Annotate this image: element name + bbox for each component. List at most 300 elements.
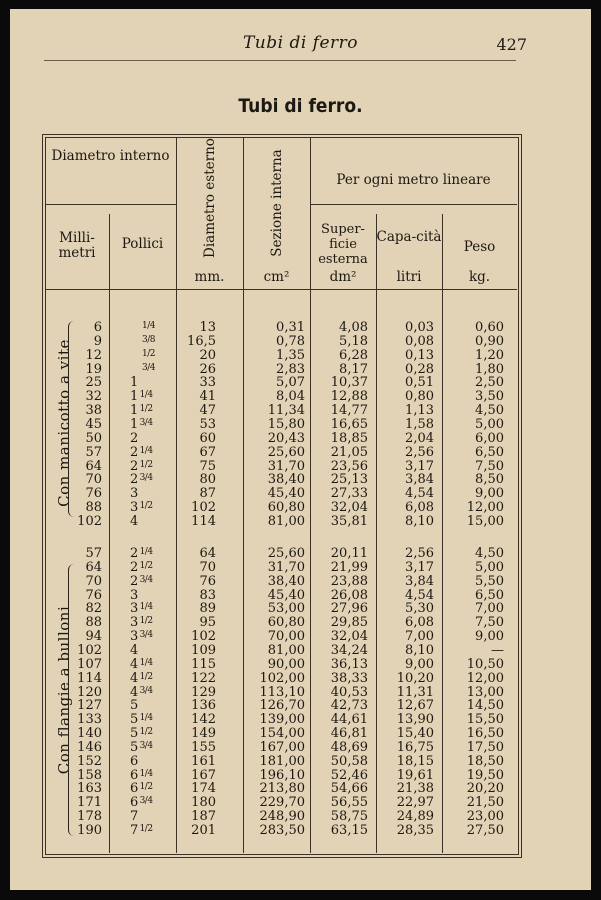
cell-millimetri: 152	[77, 753, 102, 769]
cell-peso: 12,00	[466, 500, 504, 516]
cell-millimetri: 57	[85, 546, 102, 561]
cell-capacita: 12,67	[396, 698, 434, 714]
cell-superficie: 50,58	[330, 753, 368, 769]
cell-capacita: 3,84	[405, 573, 434, 589]
cell-sezione-interna: 45,40	[267, 486, 305, 502]
inch-whole: 4	[130, 513, 139, 529]
cell-peso: 8,50	[475, 472, 504, 488]
cell-peso: 9,00	[475, 486, 504, 502]
inch-fraction: 1/2	[138, 782, 153, 793]
cell-sezione-interna: 38,40	[267, 573, 305, 589]
cell-millimetri: 107	[77, 656, 102, 672]
cell-sezione-interna: 31,70	[267, 458, 305, 474]
cell-sezione-interna: 11,34	[267, 403, 305, 419]
cell-diam-esterno: 95	[199, 615, 216, 631]
header-sezione-interna: Sezione interna	[269, 149, 285, 257]
cell-millimetri: 64	[85, 458, 102, 474]
cell-capacita: 15,40	[396, 726, 434, 742]
inch-whole: 3	[130, 629, 139, 645]
inch-fraction: 1/2	[138, 459, 153, 470]
cell-superficie: 42,73	[330, 698, 368, 714]
header-rule	[310, 204, 517, 205]
inch-whole: 1	[130, 416, 139, 432]
cell-superficie: 27,33	[330, 486, 368, 502]
cell-diam-esterno: 114	[191, 513, 216, 529]
cell-peso: 17,50	[466, 739, 504, 755]
inch-fraction: 3/8	[142, 334, 155, 345]
cell-peso: 2,50	[475, 375, 504, 391]
cell-superficie: 10,37	[330, 375, 368, 391]
inch-fraction: 1/2	[138, 616, 153, 627]
cell-capacita: 0,80	[405, 389, 434, 405]
inch-fraction: 1/2	[138, 824, 153, 834]
cell-capacita: 8,10	[405, 513, 434, 529]
inch-fraction: 1/2	[138, 560, 153, 571]
book-page	[10, 9, 591, 890]
cell-millimetri: 6	[93, 320, 102, 335]
cell-diam-esterno: 41	[199, 389, 216, 405]
cell-capacita: 6,08	[405, 615, 434, 631]
cell-diam-esterno: 136	[191, 698, 216, 714]
inch-whole: 2	[130, 458, 139, 474]
cell-superficie: 5,18	[339, 333, 368, 349]
cell-diam-esterno: 115	[191, 656, 216, 672]
header-diametro-esterno: Diametro esterno	[202, 138, 218, 258]
cell-diam-esterno: 67	[199, 444, 216, 460]
cell-capacita: 3,84	[405, 472, 434, 488]
cell-capacita: 0,28	[405, 361, 434, 377]
cell-superficie: 58,75	[330, 809, 368, 825]
inch-whole: 6	[130, 767, 139, 783]
cell-peso: 27,50	[466, 823, 504, 838]
cell-superficie: 27,96	[330, 601, 368, 617]
cell-peso: 0,60	[475, 320, 504, 335]
inch-whole: 3	[130, 500, 139, 516]
cell-superficie: 44,61	[330, 712, 368, 728]
cell-capacita: 5,30	[405, 601, 434, 617]
cell-peso: 15,00	[466, 513, 504, 529]
cell-millimetri: 19	[85, 361, 102, 377]
cell-diam-esterno: 109	[191, 642, 216, 658]
cell-millimetri: 64	[85, 559, 102, 575]
cell-millimetri: 140	[77, 726, 102, 742]
cell-peso: 14,50	[466, 698, 504, 714]
page-number: 427	[496, 35, 527, 54]
cell-capacita: 13,90	[396, 712, 434, 728]
cell-millimetri: 57	[85, 444, 102, 460]
cell-peso: 7,50	[475, 615, 504, 631]
inch-fraction: 1/4	[138, 768, 153, 779]
cell-diam-esterno: 174	[191, 781, 216, 797]
header-rule	[44, 60, 516, 61]
unit-cm2: cm²	[263, 269, 290, 285]
inch-whole: 1	[130, 375, 139, 391]
cell-millimetri: 32	[85, 389, 102, 405]
cell-sezione-interna: 38,40	[267, 472, 305, 488]
cell-superficie: 21,05	[330, 444, 368, 460]
inch-whole: 5	[130, 726, 139, 742]
cell-peso: 3,50	[475, 389, 504, 405]
header-per-metro-lineare: Per ogni metro lineare	[336, 172, 491, 188]
cell-sezione-interna: 113,10	[259, 684, 305, 700]
cell-diam-esterno: 180	[191, 795, 216, 811]
cell-capacita: 0,51	[405, 375, 434, 391]
column-rule	[176, 137, 177, 853]
cell-superficie: 26,08	[330, 587, 368, 603]
cell-sezione-interna: 81,00	[267, 642, 305, 658]
cell-sezione-interna: 248,90	[259, 809, 305, 825]
inch-whole: 2	[130, 559, 139, 575]
cell-capacita: 3,17	[405, 559, 434, 575]
inch-whole: 4	[130, 642, 139, 658]
cell-capacita: 22,97	[396, 795, 434, 811]
inch-fraction: 3/4	[138, 796, 153, 807]
cell-millimetri: 45	[85, 416, 102, 432]
cell-millimetri: 178	[77, 809, 102, 825]
cell-diam-esterno: 187	[191, 809, 216, 825]
cell-superficie: 6,28	[339, 347, 368, 363]
inch-whole: 7	[130, 823, 139, 838]
cell-capacita: 1,58	[405, 416, 434, 432]
inch-whole: 2	[130, 444, 139, 460]
cell-superficie: 18,85	[330, 430, 368, 446]
cell-capacita: 2,56	[405, 444, 434, 460]
inch-whole: 2	[130, 472, 139, 488]
cell-sezione-interna: 1,35	[276, 347, 305, 363]
cell-superficie: 56,55	[330, 795, 368, 811]
cell-sezione-interna: 102,00	[259, 670, 305, 686]
cell-sezione-interna: 0,31	[276, 320, 305, 335]
inch-fraction: 1/2	[138, 727, 153, 738]
cell-diam-esterno: 149	[191, 726, 216, 742]
inch-whole: 5	[130, 739, 139, 755]
cell-millimetri: 120	[77, 684, 102, 700]
cell-sezione-interna: 15,80	[267, 416, 305, 432]
cell-capacita: 7,00	[405, 629, 434, 645]
unit-dm2: dm²	[329, 269, 357, 285]
cell-peso: 5,50	[475, 573, 504, 589]
cell-diam-esterno: 161	[191, 753, 216, 769]
inch-whole: 3	[130, 615, 139, 631]
cell-superficie: 46,81	[330, 726, 368, 742]
cell-diam-esterno: 16,5	[187, 333, 216, 349]
cell-sezione-interna: 53,00	[267, 601, 305, 617]
cell-diam-esterno: 76	[199, 573, 216, 589]
cell-diam-esterno: 64	[199, 546, 216, 561]
header-capacita: Capa-cità	[376, 229, 442, 245]
cell-peso: 21,50	[466, 795, 504, 811]
group-label-flangie-bulloni: Con flangie a bulloni	[55, 605, 73, 775]
inch-fraction: 3/4	[138, 685, 153, 696]
cell-diam-esterno: 20	[199, 347, 216, 363]
cell-superficie: 54,66	[330, 781, 368, 797]
inch-fraction: 1/2	[138, 501, 153, 512]
inch-fraction: 1/4	[138, 657, 153, 668]
cell-diam-esterno: 75	[199, 458, 216, 474]
cell-sezione-interna: 167,00	[259, 739, 305, 755]
cell-capacita: 24,89	[396, 809, 434, 825]
cell-peso: —	[491, 642, 504, 658]
cell-capacita: 9,00	[405, 656, 434, 672]
cell-superficie: 4,08	[339, 320, 368, 335]
cell-sezione-interna: 8,04	[276, 389, 305, 405]
header-peso: Peso	[463, 239, 496, 255]
cell-capacita: 28,35	[396, 823, 434, 838]
cell-superficie: 38,33	[330, 670, 368, 686]
cell-sezione-interna: 0,78	[276, 333, 305, 349]
cell-millimetri: 76	[85, 587, 102, 603]
inch-whole: 1	[130, 389, 139, 405]
cell-peso: 1,80	[475, 361, 504, 377]
cell-sezione-interna: 5,07	[276, 375, 305, 391]
inch-whole: 4	[130, 684, 139, 700]
inch-fraction: 3/4	[142, 362, 155, 373]
cell-peso: 4,50	[475, 403, 504, 419]
inch-whole: 3	[130, 486, 139, 502]
cell-millimetri: 70	[85, 472, 102, 488]
cell-peso: 9,00	[475, 629, 504, 645]
cell-peso: 12,00	[466, 670, 504, 686]
inch-whole: 1	[130, 403, 139, 419]
cell-capacita: 4,54	[405, 486, 434, 502]
cell-diam-esterno: 26	[199, 361, 216, 377]
cell-superficie: 8,17	[339, 361, 368, 377]
header-millimetri: Milli-metri	[58, 230, 96, 261]
cell-diam-esterno: 102	[191, 500, 216, 516]
cell-diam-esterno: 167	[191, 767, 216, 783]
cell-pollici	[130, 321, 182, 336]
cell-millimetri: 82	[85, 601, 102, 617]
cell-capacita: 2,04	[405, 430, 434, 446]
cell-diam-esterno: 33	[199, 375, 216, 391]
cell-millimetri: 102	[77, 642, 102, 658]
cell-sezione-interna: 60,80	[267, 500, 305, 516]
cell-superficie: 14,77	[330, 403, 368, 419]
inch-whole: 5	[130, 698, 139, 714]
cell-superficie: 48,69	[330, 739, 368, 755]
cell-capacita: 18,15	[396, 753, 434, 769]
cell-peso: 6,50	[475, 444, 504, 460]
running-title: Tubi di ferro	[242, 33, 359, 53]
cell-superficie: 34,24	[330, 642, 368, 658]
inch-whole: 4	[130, 670, 139, 686]
inch-fraction: 3/4	[138, 574, 153, 585]
cell-millimetri: 171	[77, 795, 102, 811]
inch-fraction: 1/4	[138, 390, 153, 401]
cell-millimetri: 114	[77, 670, 102, 686]
cell-pollici	[130, 515, 170, 529]
cell-sezione-interna: 20,43	[267, 430, 305, 446]
cell-diam-esterno: 129	[191, 684, 216, 700]
inch-whole: 6	[130, 795, 139, 811]
inch-fraction: 3/4	[138, 740, 153, 751]
cell-peso: 6,50	[475, 587, 504, 603]
cell-peso: 19,50	[466, 767, 504, 783]
cell-sezione-interna: 81,00	[267, 513, 305, 529]
cell-diam-esterno: 80	[199, 472, 216, 488]
cell-superficie: 35,81	[330, 513, 368, 529]
cell-millimetri: 12	[85, 347, 102, 363]
unit-kg: kg.	[468, 269, 491, 285]
unit-mm: mm.	[194, 269, 225, 285]
cell-sezione-interna: 213,80	[259, 781, 305, 797]
cell-sezione-interna: 31,70	[267, 559, 305, 575]
cell-peso: 7,50	[475, 458, 504, 474]
cell-peso: 16,50	[466, 726, 504, 742]
cell-diam-esterno: 155	[191, 739, 216, 755]
cell-millimetri: 190	[77, 823, 102, 838]
cell-millimetri: 25	[85, 375, 102, 391]
cell-peso: 23,00	[466, 809, 504, 825]
cell-peso: 10,50	[466, 656, 504, 672]
cell-capacita: 3,17	[405, 458, 434, 474]
cell-peso: 4,50	[475, 546, 504, 561]
cell-peso: 1,20	[475, 347, 504, 363]
cell-diam-esterno: 70	[199, 559, 216, 575]
inch-fraction: 1/2	[138, 671, 153, 682]
inch-fraction: 1/4	[138, 445, 153, 456]
cell-millimetri: 163	[77, 781, 102, 797]
group-label-manicotto-vite: Con manicotto a vite	[55, 339, 73, 507]
cell-capacita: 2,56	[405, 546, 434, 561]
cell-diam-esterno: 47	[199, 403, 216, 419]
cell-diam-esterno: 87	[199, 486, 216, 502]
cell-diam-esterno: 60	[199, 430, 216, 446]
cell-sezione-interna: 196,10	[259, 767, 305, 783]
cell-superficie: 40,53	[330, 684, 368, 700]
unit-litri: litri	[396, 269, 422, 285]
cell-pollici	[130, 824, 170, 839]
cell-diam-esterno: 201	[191, 823, 216, 838]
cell-superficie: 29,85	[330, 615, 368, 631]
cell-diam-esterno: 142	[191, 712, 216, 728]
cell-peso: 5,00	[475, 416, 504, 432]
cell-sezione-interna: 60,80	[267, 615, 305, 631]
inch-fraction: 1/2	[142, 348, 155, 359]
cell-sezione-interna: 126,70	[259, 698, 305, 714]
cell-capacita: 11,31	[396, 684, 434, 700]
cell-millimetri: 70	[85, 573, 102, 589]
cell-capacita: 8,10	[405, 642, 434, 658]
cell-superficie: 32,04	[330, 629, 368, 645]
cell-superficie: 23,56	[330, 458, 368, 474]
cell-superficie: 63,15	[330, 823, 368, 838]
cell-sezione-interna: 181,00	[259, 753, 305, 769]
cell-millimetri: 102	[77, 513, 102, 529]
cell-diam-esterno: 102	[191, 629, 216, 645]
cell-superficie: 23,88	[330, 573, 368, 589]
inch-whole: 5	[130, 712, 139, 728]
inch-whole: 3	[130, 587, 139, 603]
cell-capacita: 10,20	[396, 670, 434, 686]
cell-sezione-interna: 45,40	[267, 587, 305, 603]
cell-capacita: 0,08	[405, 333, 434, 349]
cell-diam-esterno: 53	[199, 416, 216, 432]
inch-whole: 2	[130, 573, 139, 589]
cell-capacita: 0,03	[405, 320, 434, 335]
cell-millimetri: 9	[93, 333, 102, 349]
header-diametro-interno: Diametro interno	[51, 148, 170, 164]
cell-capacita: 6,08	[405, 500, 434, 516]
page-title: Tubi di ferro.	[238, 95, 363, 117]
cell-peso: 18,50	[466, 753, 504, 769]
inch-whole: 7	[130, 809, 139, 825]
header-superficie-esterna: Super-ficie esterna	[318, 222, 368, 267]
inch-fraction: 3/4	[138, 630, 153, 641]
cell-pollici	[130, 349, 182, 364]
cell-diam-esterno: 122	[191, 670, 216, 686]
column-rule	[109, 214, 110, 853]
header-pollici: Pollici	[121, 236, 164, 252]
cell-diam-esterno: 13	[199, 320, 216, 335]
cell-millimetri: 133	[77, 712, 102, 728]
cell-superficie: 32,04	[330, 500, 368, 516]
cell-superficie: 12,88	[330, 389, 368, 405]
cell-capacita: 16,75	[396, 739, 434, 755]
header-rule	[45, 204, 176, 205]
cell-millimetri: 76	[85, 486, 102, 502]
inch-whole: 2	[130, 546, 139, 561]
inch-fraction: 1/4	[138, 547, 153, 557]
cell-sezione-interna: 25,60	[267, 546, 305, 561]
cell-pollici	[130, 335, 182, 350]
inch-fraction: 1/4	[138, 713, 153, 724]
cell-millimetri: 158	[77, 767, 102, 783]
cell-millimetri: 94	[85, 629, 102, 645]
cell-sezione-interna: 25,60	[267, 444, 305, 460]
cell-millimetri: 50	[85, 430, 102, 446]
cell-capacita: 19,61	[396, 767, 434, 783]
inch-whole: 3	[130, 601, 139, 617]
cell-superficie: 25,13	[330, 472, 368, 488]
cell-millimetri: 88	[85, 500, 102, 516]
inch-whole: 6	[130, 781, 139, 797]
inch-fraction: 1/4	[142, 321, 155, 331]
cell-sezione-interna: 139,00	[259, 712, 305, 728]
cell-superficie: 36,13	[330, 656, 368, 672]
cell-sezione-interna: 90,00	[267, 656, 305, 672]
cell-sezione-interna: 2,83	[276, 361, 305, 377]
cell-capacita: 0,13	[405, 347, 434, 363]
cell-millimetri: 38	[85, 403, 102, 419]
cell-millimetri: 146	[77, 739, 102, 755]
cell-peso: 0,90	[475, 333, 504, 349]
cell-peso: 7,00	[475, 601, 504, 617]
cell-peso: 6,00	[475, 430, 504, 446]
cell-sezione-interna: 283,50	[259, 823, 305, 838]
inch-whole: 6	[130, 753, 139, 769]
inch-fraction: 1/4	[138, 602, 153, 613]
cell-diam-esterno: 83	[199, 587, 216, 603]
cell-millimetri: 127	[77, 698, 102, 714]
header-rule	[45, 289, 517, 290]
cell-sezione-interna: 154,00	[259, 726, 305, 742]
cell-sezione-interna: 229,70	[259, 795, 305, 811]
cell-superficie: 52,46	[330, 767, 368, 783]
inch-fraction: 1/2	[138, 404, 153, 415]
cell-superficie: 20,11	[330, 546, 368, 561]
cell-capacita: 1,13	[405, 403, 434, 419]
cell-diam-esterno: 89	[199, 601, 216, 617]
inch-whole: 4	[130, 656, 139, 672]
inch-whole: 2	[130, 430, 139, 446]
cell-peso: 20,20	[466, 781, 504, 797]
cell-capacita: 21,38	[396, 781, 434, 797]
cell-peso: 13,00	[466, 684, 504, 700]
cell-peso: 15,50	[466, 712, 504, 728]
cell-sezione-interna: 70,00	[267, 629, 305, 645]
cell-millimetri: 88	[85, 615, 102, 631]
